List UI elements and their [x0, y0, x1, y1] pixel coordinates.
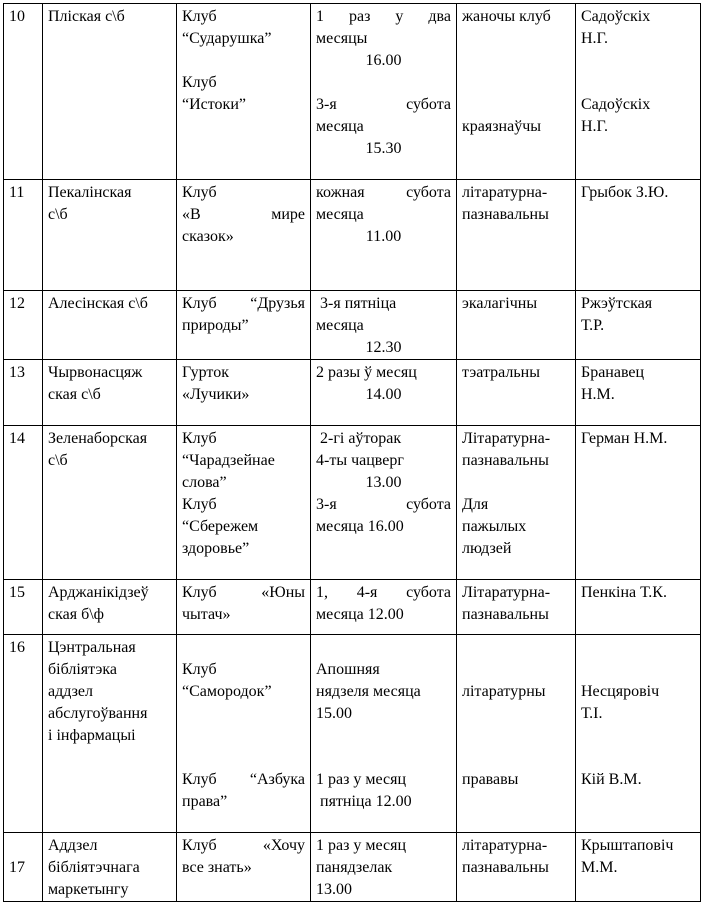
schedule-cell: 2 разы ў месяц 14.00 [311, 360, 457, 426]
leader-cell: Несцяровiч Т.I. Кiй В.М. [576, 635, 701, 833]
direction-cell: Лiтаратурна- пазнавальны Для пажылых людзей [457, 426, 576, 580]
leader-cell: Ржэўтская Т.Р. [576, 291, 701, 360]
club-cell: Клуб «В мире сказок» [177, 180, 311, 291]
direction-cell: жаночы клуб краязнаўчы [457, 4, 576, 180]
leader-cell: Герман Н.М. [576, 426, 701, 580]
schedule-cell: Апошняя нядзеля месяца 15.00 1 раз у месяц пятнiца 12.00 [311, 635, 457, 833]
table-row [4, 635, 701, 833]
table-row [4, 426, 701, 580]
schedule-cell: 1 раз у два месяцы 16.00 3-я субота месяца 15.30 [311, 4, 457, 180]
direction-cell: экалагiчны [457, 291, 576, 360]
clubs-table [3, 3, 701, 902]
table-row [4, 580, 701, 635]
row-number: 13 [4, 360, 43, 426]
table-row [4, 4, 701, 180]
schedule-cell: кожная субота месяца 11.00 [311, 180, 457, 291]
leader-cell: Бранавец Н.М. [576, 360, 701, 426]
row-number: 11 [4, 180, 43, 291]
club-cell: Гурток «Лучики» [177, 360, 311, 426]
direction-cell: Лiтаратурна- пазнавальны [457, 580, 576, 635]
leader-cell: Пенкiна Т.К. [576, 580, 701, 635]
row-number: 10 [4, 4, 43, 180]
schedule-cell: 1, 4-я субота месяца 12.00 [311, 580, 457, 635]
club-cell: Клуб “Сударушка” Клуб “Истоки” [177, 4, 311, 180]
schedule-cell: 1 раз у месяц панядзелак 13.00 [311, 833, 457, 902]
table-row [4, 360, 701, 426]
club-cell: Клуб «Хочу все знать» [177, 833, 311, 902]
schedule-cell: 3-я пятнiца месяца 12.30 [311, 291, 457, 360]
library-cell: Цэнтральная бiблiятэка аддзел абслугоўвання i iнфармацыi [43, 635, 177, 833]
row-number: 14 [4, 426, 43, 580]
direction-cell: лiтаратурны прававы [457, 635, 576, 833]
club-cell: Клуб «Юны чытач» [177, 580, 311, 635]
row-number: 16 [4, 635, 43, 833]
library-cell: Зеленаборская с\б [43, 426, 177, 580]
row-number: 15 [4, 580, 43, 635]
library-cell: Аддзел бiблiятэчнага маркетынгу [43, 833, 177, 902]
leader-cell: Садоўскiх Н.Г. Садоўскiх Н.Г. [576, 4, 701, 180]
table-row [4, 291, 701, 360]
library-cell: Арджанiкiдзеў ская б\ф [43, 580, 177, 635]
direction-cell: лiтаратурна- пазнавальны [457, 180, 576, 291]
library-cell: Пекалiнская с\б [43, 180, 177, 291]
row-number: 17 [4, 833, 43, 902]
row-number: 12 [4, 291, 43, 360]
club-cell: Клуб “Чарадзейнае слова” Клуб “Сбережем здоровье” [177, 426, 311, 580]
library-cell: Плiская с\б [43, 4, 177, 180]
leader-cell: Крыштаповiч М.М. [576, 833, 701, 902]
library-cell: Алесiнская с\б [43, 291, 177, 360]
club-cell: Клуб “Самородок” Клуб “Азбука права” [177, 635, 311, 833]
schedule-cell: 2-гi аўторак 4-ты чацверг 13.00 3-я субота месяца 16.00 [311, 426, 457, 580]
leader-cell: Грыбок З.Ю. [576, 180, 701, 291]
library-cell: Чырвонасцяж ская с\б [43, 360, 177, 426]
direction-cell: тэатральны [457, 360, 576, 426]
club-cell: Клуб “Друзья природы” [177, 291, 311, 360]
table-row [4, 833, 701, 902]
table-row [4, 180, 701, 291]
direction-cell: лiтаратурна- пазнавальны [457, 833, 576, 902]
